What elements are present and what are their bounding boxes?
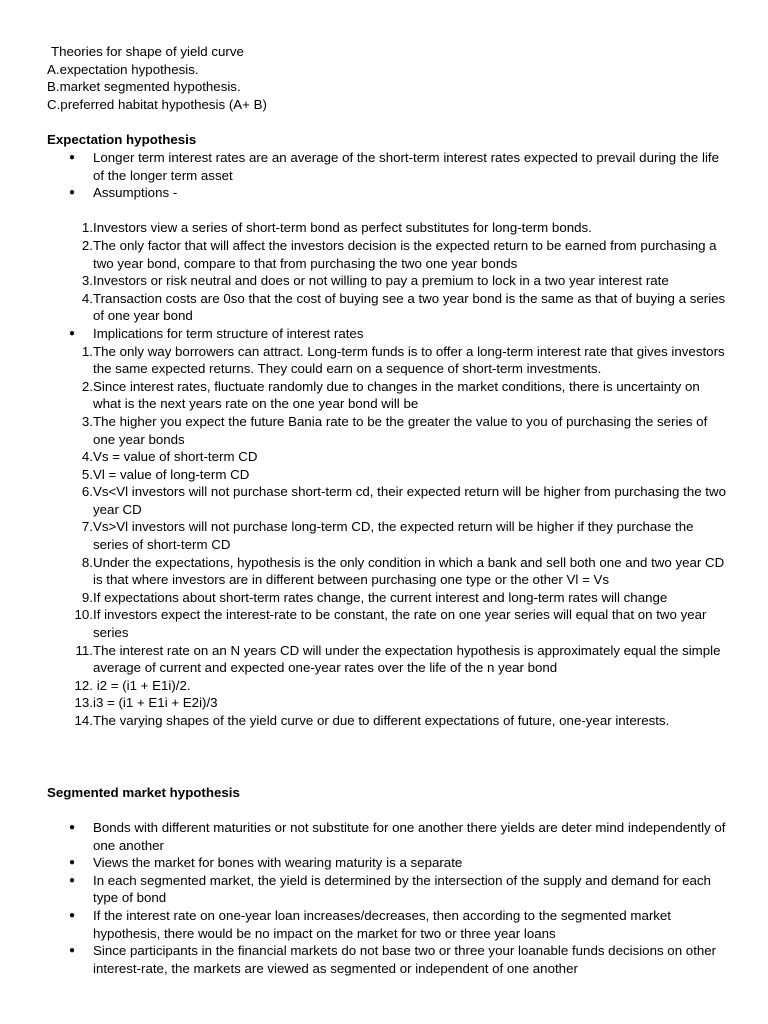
bullet-text: Bonds with different maturities or not substitute for one another there yields are deter mind independently of one another bbox=[93, 820, 726, 853]
list-number: 3. bbox=[81, 413, 93, 429]
list-item bbox=[47, 483, 730, 518]
expectation-section bbox=[47, 149, 730, 730]
bullet-text: Assumptions - bbox=[93, 185, 178, 201]
list-text: i3 = (i1 + E1i + E2i)/3 bbox=[93, 695, 218, 711]
intro-title: Theories for shape of yield curve bbox=[51, 44, 244, 59]
list-item bbox=[47, 149, 727, 184]
list-item bbox=[47, 554, 727, 589]
list-text: i2 = (i1 + E1i)/2. bbox=[93, 677, 191, 693]
list-number: 9. bbox=[81, 589, 93, 605]
expectation-heading: Expectation hypothesis bbox=[47, 132, 197, 147]
list-text: Under the expectations, hypothesis is the only condition in which a bank and sell both one and two year CD is that where investors are in different between purchasing one type or the other Vl = Vs bbox=[93, 554, 728, 588]
list-number: 6. bbox=[81, 484, 93, 500]
list-text: Since interest rates, fluctuate randomly due to changes in the market conditions, there is uncertainty on what is the next years rate on the one year bond will be bbox=[93, 378, 704, 412]
list-text: Vs<Vl investors will not purchase short-term cd, their expected return will be higher from purchasing the two year CD bbox=[93, 484, 730, 517]
list-number: 4. bbox=[81, 290, 93, 306]
list-item bbox=[47, 677, 727, 695]
list-number: 2. bbox=[81, 237, 93, 253]
list-number: 13. bbox=[74, 695, 93, 711]
list-item bbox=[47, 819, 727, 854]
intro-line-c: C.preferred habitat hypothesis (A+ B) bbox=[47, 96, 267, 112]
bullet-text: Longer term interest rates are an average of the short-term interest rates expected to prevail during the life of the longer term asset bbox=[93, 150, 720, 183]
list-number: 2. bbox=[81, 378, 93, 394]
assumptions-list bbox=[47, 219, 727, 325]
list-text: Transaction costs are 0so that the cost of buying see a two year bond is the same as that of buying a series of one year bond bbox=[93, 290, 729, 324]
list-item bbox=[47, 237, 727, 272]
bullet-text: Since participants in the financial markets do not base two or three your loanable funds decisions on other interest-rate, the markets are viewed as segmented or independent of one another bbox=[93, 943, 717, 976]
bullet-text: Views the market for bones with wearing maturity is a separate bbox=[93, 855, 463, 871]
bullet-text: In each segmented market, the yield is determined by the intersection of the supply and demand for each type of bond bbox=[93, 872, 711, 906]
segmented-heading: Segmented market hypothesis bbox=[47, 785, 240, 800]
list-item bbox=[47, 589, 727, 607]
list-text: The only way borrowers can attract. Long-term funds is to offer a long-term interest rate that gives investors the same expected returns. They could earn on a sequence of short-term investments. bbox=[93, 343, 729, 377]
intro-line-b: B.market segmented hypothesis. bbox=[47, 79, 241, 95]
list-number: 10. bbox=[74, 607, 93, 623]
list-item bbox=[47, 642, 727, 677]
list-item bbox=[47, 907, 727, 942]
intro-section bbox=[47, 43, 737, 113]
implications-list bbox=[47, 343, 730, 730]
list-item bbox=[47, 942, 727, 977]
list-text: Vs = value of short-term CD bbox=[93, 449, 258, 465]
list-item bbox=[47, 518, 727, 553]
list-text: The interest rate on an N years CD will under the expectation hypothesis is approximately equal the simple average of current and expected one-year rates over the life of the n year bond bbox=[93, 642, 725, 676]
list-text: The varying shapes of the yield curve or due to different expectations of future, one-year interests. bbox=[93, 713, 670, 728]
list-number: 14. bbox=[74, 713, 93, 728]
list-text: Vl = value of long-term CD bbox=[93, 466, 250, 482]
list-item bbox=[47, 219, 727, 237]
list-item bbox=[47, 378, 727, 413]
list-number: 4. bbox=[81, 449, 93, 465]
list-item bbox=[47, 466, 727, 484]
list-item bbox=[47, 712, 727, 730]
list-item bbox=[47, 694, 727, 712]
list-number: 12. bbox=[74, 677, 93, 693]
list-item bbox=[47, 448, 727, 466]
list-number: 5. bbox=[81, 466, 93, 482]
list-text: Vs>Vl investors will not purchase long-term CD, the expected return will be higher if they purchase the series of short-term CD bbox=[93, 519, 698, 553]
list-number: 8. bbox=[81, 554, 93, 570]
intro-line-a: A.expectation hypothesis. bbox=[47, 61, 199, 77]
list-text: Investors or risk neutral and does or not willing to pay a premium to lock in a two year interest rate bbox=[93, 273, 669, 289]
list-number: 1. bbox=[81, 220, 93, 236]
list-text: If expectations about short-term rates change, the current interest and long-term rates will change bbox=[93, 589, 668, 605]
list-number: 3. bbox=[81, 273, 93, 289]
list-item bbox=[47, 325, 727, 343]
bullet-text: If the interest rate on one-year loan increases/decreases, then according to the segmented market hypothesis, there would be no impact on the market for two or three year loans bbox=[93, 907, 672, 941]
list-item bbox=[47, 854, 727, 872]
list-number: 11. bbox=[75, 642, 93, 658]
segmented-list bbox=[47, 819, 727, 977]
bullet-text: Implications for term structure of interest rates bbox=[93, 325, 364, 341]
list-text: If investors expect the interest-rate to be constant, the rate on one year series will equal that on two year series bbox=[93, 607, 711, 641]
list-number: 7. bbox=[81, 519, 93, 535]
list-item bbox=[47, 606, 727, 641]
list-item bbox=[47, 872, 727, 907]
list-item bbox=[47, 290, 727, 325]
list-text: The only factor that will affect the investors decision is the expected return to be earned from purchasing a two year bond, compare to that from purchasing the two one year bonds bbox=[93, 237, 721, 271]
list-number: 1. bbox=[81, 343, 93, 359]
list-text: Investors view a series of short-term bond as perfect substitutes for long-term bonds. bbox=[93, 220, 592, 236]
list-item bbox=[47, 343, 727, 378]
list-item bbox=[47, 413, 727, 448]
list-text: The higher you expect the future Bania rate to be the greater the value to you of purchasing the series of one year bonds bbox=[93, 413, 711, 447]
list-item bbox=[47, 272, 727, 290]
list-item bbox=[47, 184, 727, 202]
